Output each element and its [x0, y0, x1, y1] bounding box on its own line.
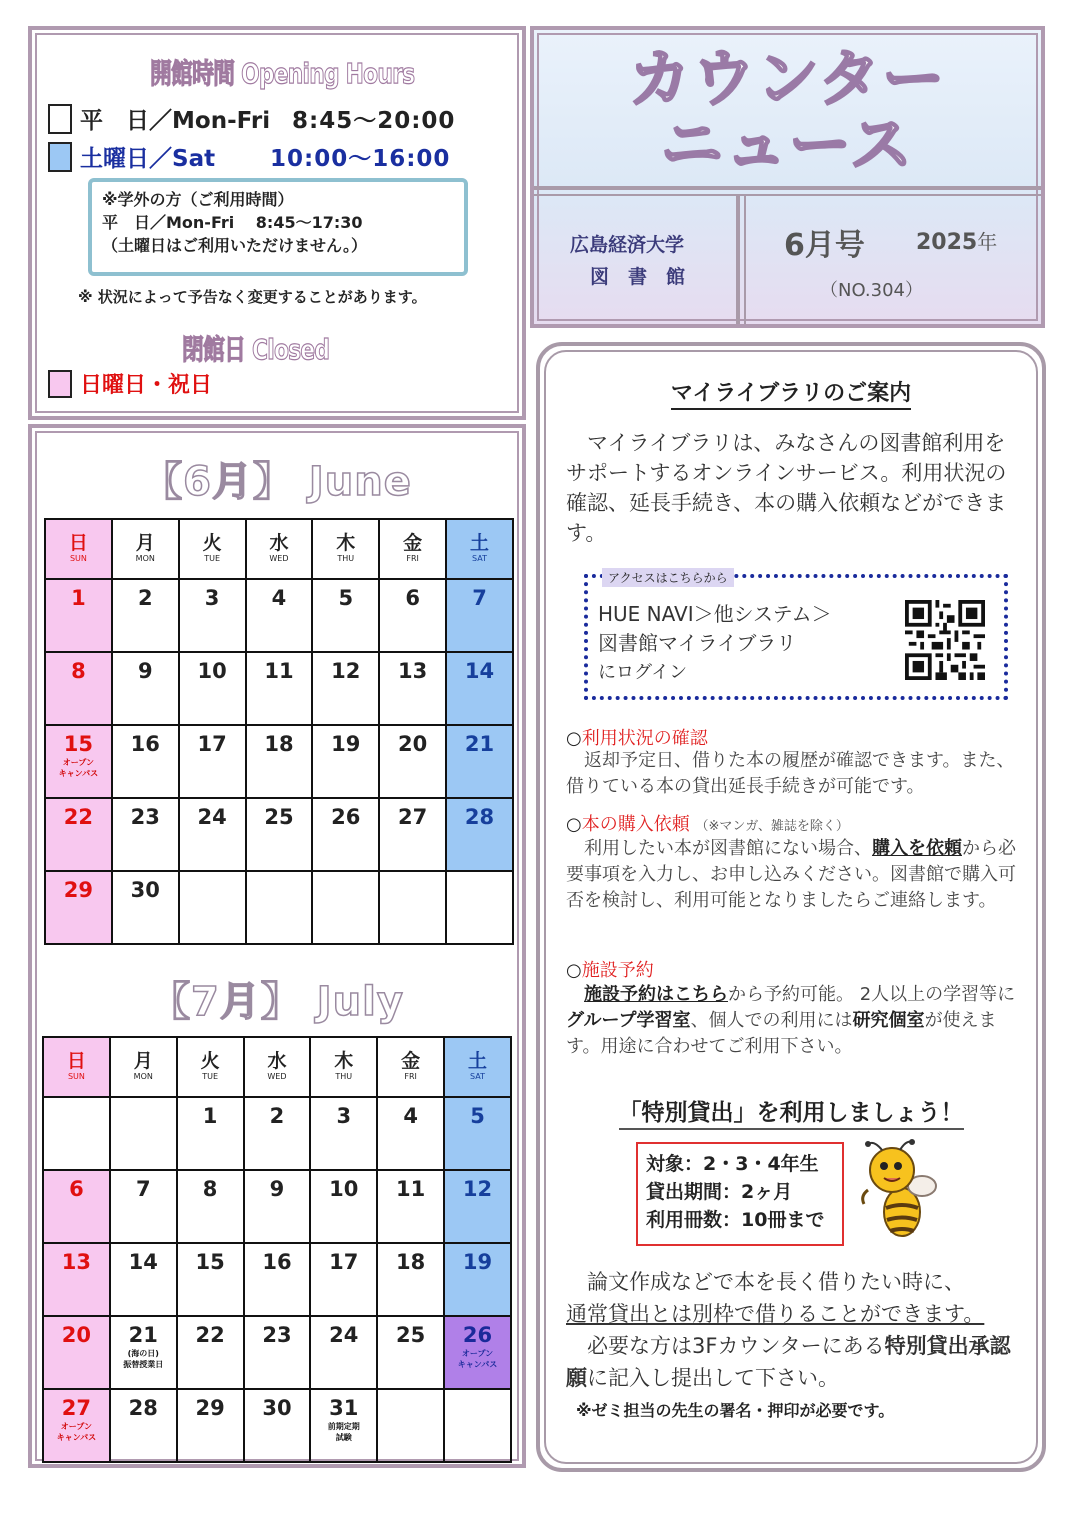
day-number: 9: [137, 659, 153, 683]
weekday-jp: 月: [133, 1050, 153, 1072]
purchase-body-b: から必要事項を入力し、お申し込みください。図書館で購入可否を検討し、利用可能となりましたらご連絡します。: [566, 838, 1016, 911]
bullet-3: ○: [566, 960, 582, 981]
weekday-jp: 土: [470, 532, 490, 554]
day-event: オープン: [60, 1422, 93, 1431]
access-path-2: 図書館マイライブラリ: [598, 631, 797, 655]
access-path-1: HUE NAVI＞他システム＞: [598, 602, 832, 626]
facility-booking-body: [566, 982, 1030, 1060]
weekday-en: THU: [335, 1072, 353, 1081]
calendar-day-cell: [312, 652, 379, 725]
calendar-day-cell: [377, 1389, 444, 1462]
day-number: 20: [398, 732, 428, 756]
special-loan-footnote: ※ゼミ担当の先生の署名・押印が必要です。: [576, 1401, 895, 1420]
day-number: 11: [264, 659, 294, 683]
weekday-jp: 火: [202, 532, 222, 554]
calendar-day-cell: [110, 1389, 177, 1462]
day-number: 7: [472, 586, 487, 610]
outside-hours: 平 日／Mon-Fri 8:45～17:30: [102, 213, 363, 232]
weekday-en: SAT: [470, 1072, 486, 1081]
weekday-time: 8:45～20:00: [292, 108, 456, 134]
facility-booking-title: 施設予約: [581, 960, 654, 981]
issue-year-suffix: 年: [977, 230, 998, 254]
title-line-2: ニュース: [661, 108, 914, 181]
special-loan-count: 利用冊数：10冊まで: [646, 1209, 825, 1231]
day-number: 8: [71, 659, 86, 683]
research-room: 研究個室: [852, 1010, 925, 1031]
weekday-jp: 金: [403, 532, 423, 554]
weekday-color-key: [48, 104, 72, 134]
calendar-day-cell: [110, 1097, 177, 1170]
day-event: キャンパス: [58, 769, 99, 778]
day-number: 23: [130, 805, 160, 829]
day-number: 14: [128, 1250, 158, 1274]
day-number: 29: [63, 878, 94, 902]
closed-title: 閉館日 Closed: [182, 333, 330, 366]
special-body-1: 論文作成などで本を長く借りたい時に、: [566, 1270, 965, 1294]
day-event: オープン: [461, 1349, 494, 1358]
bullet-2: ○: [566, 814, 582, 835]
day-number: 15: [63, 732, 94, 756]
day-number: 7: [135, 1177, 151, 1201]
closed-days: 日曜日・祝日: [80, 373, 213, 398]
day-event: 前期定期: [327, 1422, 360, 1431]
day-number: 10: [329, 1177, 359, 1201]
day-number: 12: [462, 1177, 493, 1201]
day-number: 17: [197, 732, 227, 756]
calendar-day-cell: [379, 725, 446, 798]
weekday-en: TUE: [204, 554, 220, 563]
day-number: 4: [403, 1104, 418, 1128]
calendar-day-cell: [312, 725, 379, 798]
calendar-day-cell: [43, 1170, 110, 1243]
july-calendar: [42, 1036, 512, 1463]
issue-year: [916, 226, 997, 255]
calendar-day-cell: [244, 1389, 311, 1462]
calendar-week-row: [43, 1389, 511, 1462]
day-number: 16: [130, 732, 160, 756]
day-number: [111, 1098, 176, 1103]
day-event: キャンパス: [457, 1360, 498, 1369]
day-number: 2: [269, 1104, 285, 1128]
header-divider-horizontal-2: [534, 194, 1041, 196]
day-event: キャンパス: [56, 1433, 97, 1442]
calendar-day-cell: [177, 1389, 244, 1462]
issue-month: 6月号: [784, 228, 865, 263]
calendar-day-cell: [110, 1170, 177, 1243]
calendar-day-cell: [377, 1097, 444, 1170]
calendar-week-row: [43, 1243, 511, 1316]
calendar-week-row: [45, 798, 513, 871]
day-event: 振替授業日: [123, 1360, 164, 1369]
weekday-header: [112, 519, 179, 579]
calendar-day-cell: [444, 1170, 511, 1243]
weekday-en: SUN: [69, 554, 87, 563]
outside-heading: ※学外の方（ご利用時間）: [102, 190, 294, 209]
special-body-3c: に記入し提出して下さい。: [587, 1366, 839, 1390]
day-number: 24: [329, 1323, 359, 1347]
weekday-jp: 木: [334, 1050, 354, 1072]
access-path-3: にログイン: [598, 662, 688, 683]
outside-note: （土曜日はご利用いただけません。）: [102, 236, 367, 255]
calendar-day-cell: [177, 1316, 244, 1389]
saturday-label: 土曜日／Sat: [80, 146, 216, 172]
calendar-day-cell: [45, 652, 112, 725]
calendar-day-cell: [179, 652, 246, 725]
calendar-day-cell: [246, 798, 313, 871]
day-number: 25: [264, 805, 294, 829]
weekday-header: [45, 519, 112, 579]
weekday-header: [377, 1037, 444, 1097]
saturday-hours-row: [48, 140, 450, 173]
day-number: 2: [137, 586, 153, 610]
special-loan-title: [540, 1094, 1042, 1127]
july-title: 【7月】 July: [150, 979, 404, 1025]
special-loan-conditions: [636, 1142, 844, 1246]
weekday-jp: 火: [200, 1050, 220, 1072]
day-number: 15: [195, 1250, 225, 1274]
access-tag: アクセスはこちらから: [602, 568, 734, 587]
calendar-day-cell: [45, 798, 112, 871]
facility-booking-heading: [566, 956, 654, 982]
day-number: 22: [195, 1323, 225, 1347]
calendar-day-cell: [179, 579, 246, 652]
calendar-day-cell: [310, 1389, 377, 1462]
calendar-day-cell: [310, 1097, 377, 1170]
calendar-week-row: [43, 1316, 511, 1389]
day-number: 26: [331, 805, 361, 829]
weekday-header: [179, 519, 246, 579]
calendar-day-cell: [444, 1316, 511, 1389]
weekday-header: [43, 1037, 110, 1097]
calendar-day-cell: [112, 579, 179, 652]
calendar-day-cell: [112, 725, 179, 798]
calendar-day-cell: [246, 652, 313, 725]
day-number: 27: [398, 805, 428, 829]
day-number: 1: [202, 1104, 218, 1128]
weekday-jp: 日: [66, 1050, 86, 1072]
day-number: 26: [462, 1323, 493, 1347]
bee-mascot-icon: [856, 1138, 940, 1242]
calendar-day-cell: [446, 579, 513, 652]
day-number: 29: [195, 1396, 225, 1420]
weekday-en: MON: [135, 554, 155, 563]
calendar-day-cell: [246, 579, 313, 652]
calendar-day-cell: [310, 1243, 377, 1316]
calendar-day-cell: [244, 1097, 311, 1170]
day-event: 試験: [335, 1433, 352, 1442]
day-number: 28: [464, 805, 495, 829]
calendar-day-cell: [379, 798, 446, 871]
calendar-day-cell: [43, 1097, 110, 1170]
calendar-day-cell: [45, 579, 112, 652]
calendar-week-row: [45, 652, 513, 725]
day-number: 11: [396, 1177, 426, 1201]
calendar-day-cell: [312, 871, 379, 944]
day-number: 20: [61, 1323, 92, 1347]
calendar-day-cell: [312, 579, 379, 652]
day-number: [247, 872, 312, 877]
day-number: [380, 872, 445, 877]
calendar-day-cell: [45, 725, 112, 798]
opening-hours-panel: [28, 26, 526, 420]
day-number: [180, 872, 245, 877]
day-number: 18: [396, 1250, 426, 1274]
day-number: 31: [329, 1396, 359, 1420]
weekday-en: TUE: [202, 1072, 218, 1081]
special-loan-period: 貸出期間：2ヶ月: [646, 1181, 793, 1203]
day-number: 19: [462, 1250, 493, 1274]
outside-users-box: [88, 178, 468, 276]
calendar-day-cell: [179, 725, 246, 798]
weekday-header: [177, 1037, 244, 1097]
calendar-week-row: [43, 1170, 511, 1243]
day-number: 22: [63, 805, 94, 829]
special-body-3a: 必要な方は3Fカウンターにある: [566, 1334, 885, 1358]
calendar-day-cell: [110, 1243, 177, 1316]
header-divider-vertical-2: [744, 194, 746, 324]
weekday-jp: 月: [135, 532, 155, 554]
day-number: 10: [197, 659, 227, 683]
facility-body-b: 、個人での利用には: [690, 1010, 853, 1031]
facility-body-c: が使えます。用途に合わせてご利用下さい。: [566, 1010, 997, 1057]
calendar-day-cell: [446, 798, 513, 871]
calendar-day-cell: [112, 798, 179, 871]
weekday-en: MON: [133, 1072, 153, 1081]
day-number: 3: [204, 586, 220, 610]
calendar-day-cell: [379, 579, 446, 652]
weekday-en: WED: [267, 1072, 287, 1081]
calendar-day-cell: [179, 871, 246, 944]
day-number: [378, 1390, 443, 1395]
my-library-info-panel: [536, 342, 1046, 1472]
usage-status-title: 利用状況の確認: [581, 728, 708, 749]
newsletter-header: [530, 26, 1045, 328]
title-line-1: カウンター: [628, 42, 947, 115]
calendar-day-cell: [444, 1097, 511, 1170]
weekday-header: [110, 1037, 177, 1097]
library-name: 図 書 館: [590, 266, 686, 288]
facility-body-a: から予約可能。 2人以上の学習等に: [728, 984, 1016, 1005]
weekday-header: [312, 519, 379, 579]
special-body-2: 通常貸出とは別枠で借りることができます。: [566, 1302, 985, 1326]
weekday-jp: 金: [401, 1050, 421, 1072]
special-loan-target: 対象：2・3・4年生: [646, 1153, 819, 1175]
day-number: 14: [464, 659, 495, 683]
day-event: オープン: [62, 758, 95, 767]
calendar-day-cell: [177, 1097, 244, 1170]
facility-booking-link[interactable]: 施設予約はこちら: [584, 984, 728, 1005]
day-number: [447, 872, 512, 877]
weekday-label: 平 日／Mon-Fri: [80, 108, 271, 134]
calendar-day-cell: [43, 1316, 110, 1389]
special-loan-title-text: 「特別貸出」を利用しましょう！: [619, 1100, 964, 1130]
special-loan-description: [566, 1266, 1026, 1394]
day-number: 27: [61, 1396, 92, 1420]
day-number: 21: [464, 732, 495, 756]
weekday-en: SUN: [67, 1072, 85, 1081]
weekday-jp: 水: [269, 532, 289, 554]
weekday-header: [446, 519, 513, 579]
calendar-day-cell: [246, 871, 313, 944]
calendar-week-row: [45, 871, 513, 944]
usage-status-heading: [566, 724, 708, 750]
weekday-header: [244, 1037, 311, 1097]
calendar-day-cell: [310, 1170, 377, 1243]
june-title: 【6月】 June: [142, 459, 412, 505]
day-number: 8: [202, 1177, 218, 1201]
calendar-day-cell: [177, 1170, 244, 1243]
access-instructions: [598, 600, 832, 687]
calendar-day-cell: [177, 1243, 244, 1316]
calendar-day-cell: [45, 871, 112, 944]
calendar-day-cell: [43, 1389, 110, 1462]
day-number: 25: [396, 1323, 426, 1347]
calendar-day-cell: [244, 1170, 311, 1243]
calendar-day-cell: [377, 1243, 444, 1316]
calendar-day-cell: [446, 725, 513, 798]
weekday-header: [444, 1037, 511, 1097]
purchase-request-link[interactable]: 購入を依頼: [872, 838, 962, 859]
day-number: 6: [405, 586, 420, 610]
day-number: 16: [262, 1250, 292, 1274]
usage-status-body: 返却予定日、借りた本の履歴が確認できます。また、借りている本の貸出延長手続きが可能です。: [566, 750, 1015, 797]
calendar-day-cell: [446, 652, 513, 725]
purchase-request-note: （※マンガ、雑誌を除く）: [695, 819, 849, 834]
day-number: 4: [271, 586, 287, 610]
saturday-color-key: [48, 142, 72, 172]
day-number: [313, 872, 378, 877]
day-number: 5: [470, 1104, 485, 1128]
day-number: 5: [338, 586, 354, 610]
calendar-day-cell: [244, 1243, 311, 1316]
weekday-en: SAT: [472, 554, 488, 563]
calendar-day-cell: [379, 871, 446, 944]
day-number: [44, 1098, 109, 1103]
qr-code-icon[interactable]: [904, 600, 986, 680]
day-number: 6: [69, 1177, 84, 1201]
purchase-body-a: 利用したい本が図書館にない場合、: [566, 838, 872, 859]
weekday-header: [246, 519, 313, 579]
weekday-jp: 木: [336, 532, 356, 554]
day-number: 23: [262, 1323, 292, 1347]
day-number: 19: [331, 732, 361, 756]
purchase-request-title: 本の購入依頼: [581, 814, 690, 835]
calendar-day-cell: [112, 652, 179, 725]
weekday-en: THU: [337, 554, 355, 563]
issue-number: （NO.304）: [820, 280, 923, 301]
day-number: 3: [336, 1104, 352, 1128]
day-number: 17: [329, 1250, 359, 1274]
day-number: 30: [130, 878, 160, 902]
calendar-day-cell: [310, 1316, 377, 1389]
my-library-title-text: マイライブラリのご案内: [671, 381, 911, 410]
day-number: 30: [262, 1396, 292, 1420]
day-number: 24: [197, 805, 227, 829]
day-number: 28: [128, 1396, 158, 1420]
opening-hours-title: 開館時間 Opening Hours: [150, 57, 415, 90]
weekday-jp: 日: [68, 532, 88, 554]
special-approval-form: 特別貸出承認願: [566, 1334, 1011, 1390]
calendar-day-cell: [110, 1316, 177, 1389]
closed-days-row: [48, 368, 212, 399]
purchase-request-heading: [566, 810, 849, 836]
bullet-1: ○: [566, 728, 582, 749]
calendar-day-cell: [179, 798, 246, 871]
weekday-en: FRI: [404, 1072, 417, 1081]
university-name: 広島経済大学: [570, 234, 685, 256]
my-library-title: [540, 376, 1042, 407]
calendar-day-cell: [43, 1243, 110, 1316]
header-divider-horizontal: [534, 186, 1041, 190]
calendar-panel: [28, 424, 526, 1468]
weekday-en: FRI: [406, 554, 419, 563]
calendar-day-cell: [377, 1316, 444, 1389]
calendar-day-cell: [444, 1243, 511, 1316]
weekday-jp: 土: [468, 1050, 488, 1072]
day-number: 18: [264, 732, 294, 756]
calendar-week-row: [43, 1097, 511, 1170]
day-number: 9: [269, 1177, 285, 1201]
day-number: [445, 1390, 510, 1395]
calendar-day-cell: [377, 1170, 444, 1243]
change-notice: ※ 状況によって予告なく変更することがあります。: [78, 288, 427, 306]
weekday-en: WED: [269, 554, 289, 563]
day-number: 13: [398, 659, 428, 683]
calendar-day-cell: [444, 1389, 511, 1462]
special-body-3: [566, 1330, 1026, 1394]
weekday-header: [310, 1037, 377, 1097]
issue-year-number: 2025: [916, 230, 978, 255]
closed-color-key: [48, 370, 72, 398]
saturday-time: 10:00～16:00: [270, 146, 451, 172]
day-number: 1: [71, 586, 86, 610]
weekday-jp: 水: [267, 1050, 287, 1072]
day-number: 13: [61, 1250, 92, 1274]
calendar-day-cell: [244, 1316, 311, 1389]
june-calendar: [44, 518, 514, 945]
weekday-hours-row: [48, 102, 455, 135]
weekday-header: [379, 519, 446, 579]
group-study-room: グループ学習室: [566, 1010, 691, 1031]
calendar-day-cell: [446, 871, 513, 944]
day-number: 21: [128, 1323, 158, 1347]
purchase-request-body: [566, 836, 1030, 914]
day-number: 12: [331, 659, 361, 683]
my-library-intro: マイライブラリは、みなさんの図書館利用をサポートするオンラインサービス。利用状況の確認、延長手続き、本の購入依頼などができます。: [566, 431, 1007, 545]
access-box: [584, 571, 1008, 700]
calendar-day-cell: [379, 652, 446, 725]
calendar-day-cell: [246, 725, 313, 798]
day-event: (海の日): [127, 1349, 159, 1358]
calendar-day-cell: [312, 798, 379, 871]
header-divider-vertical: [736, 194, 740, 324]
calendar-day-cell: [112, 871, 179, 944]
calendar-week-row: [45, 725, 513, 798]
calendar-week-row: [45, 579, 513, 652]
